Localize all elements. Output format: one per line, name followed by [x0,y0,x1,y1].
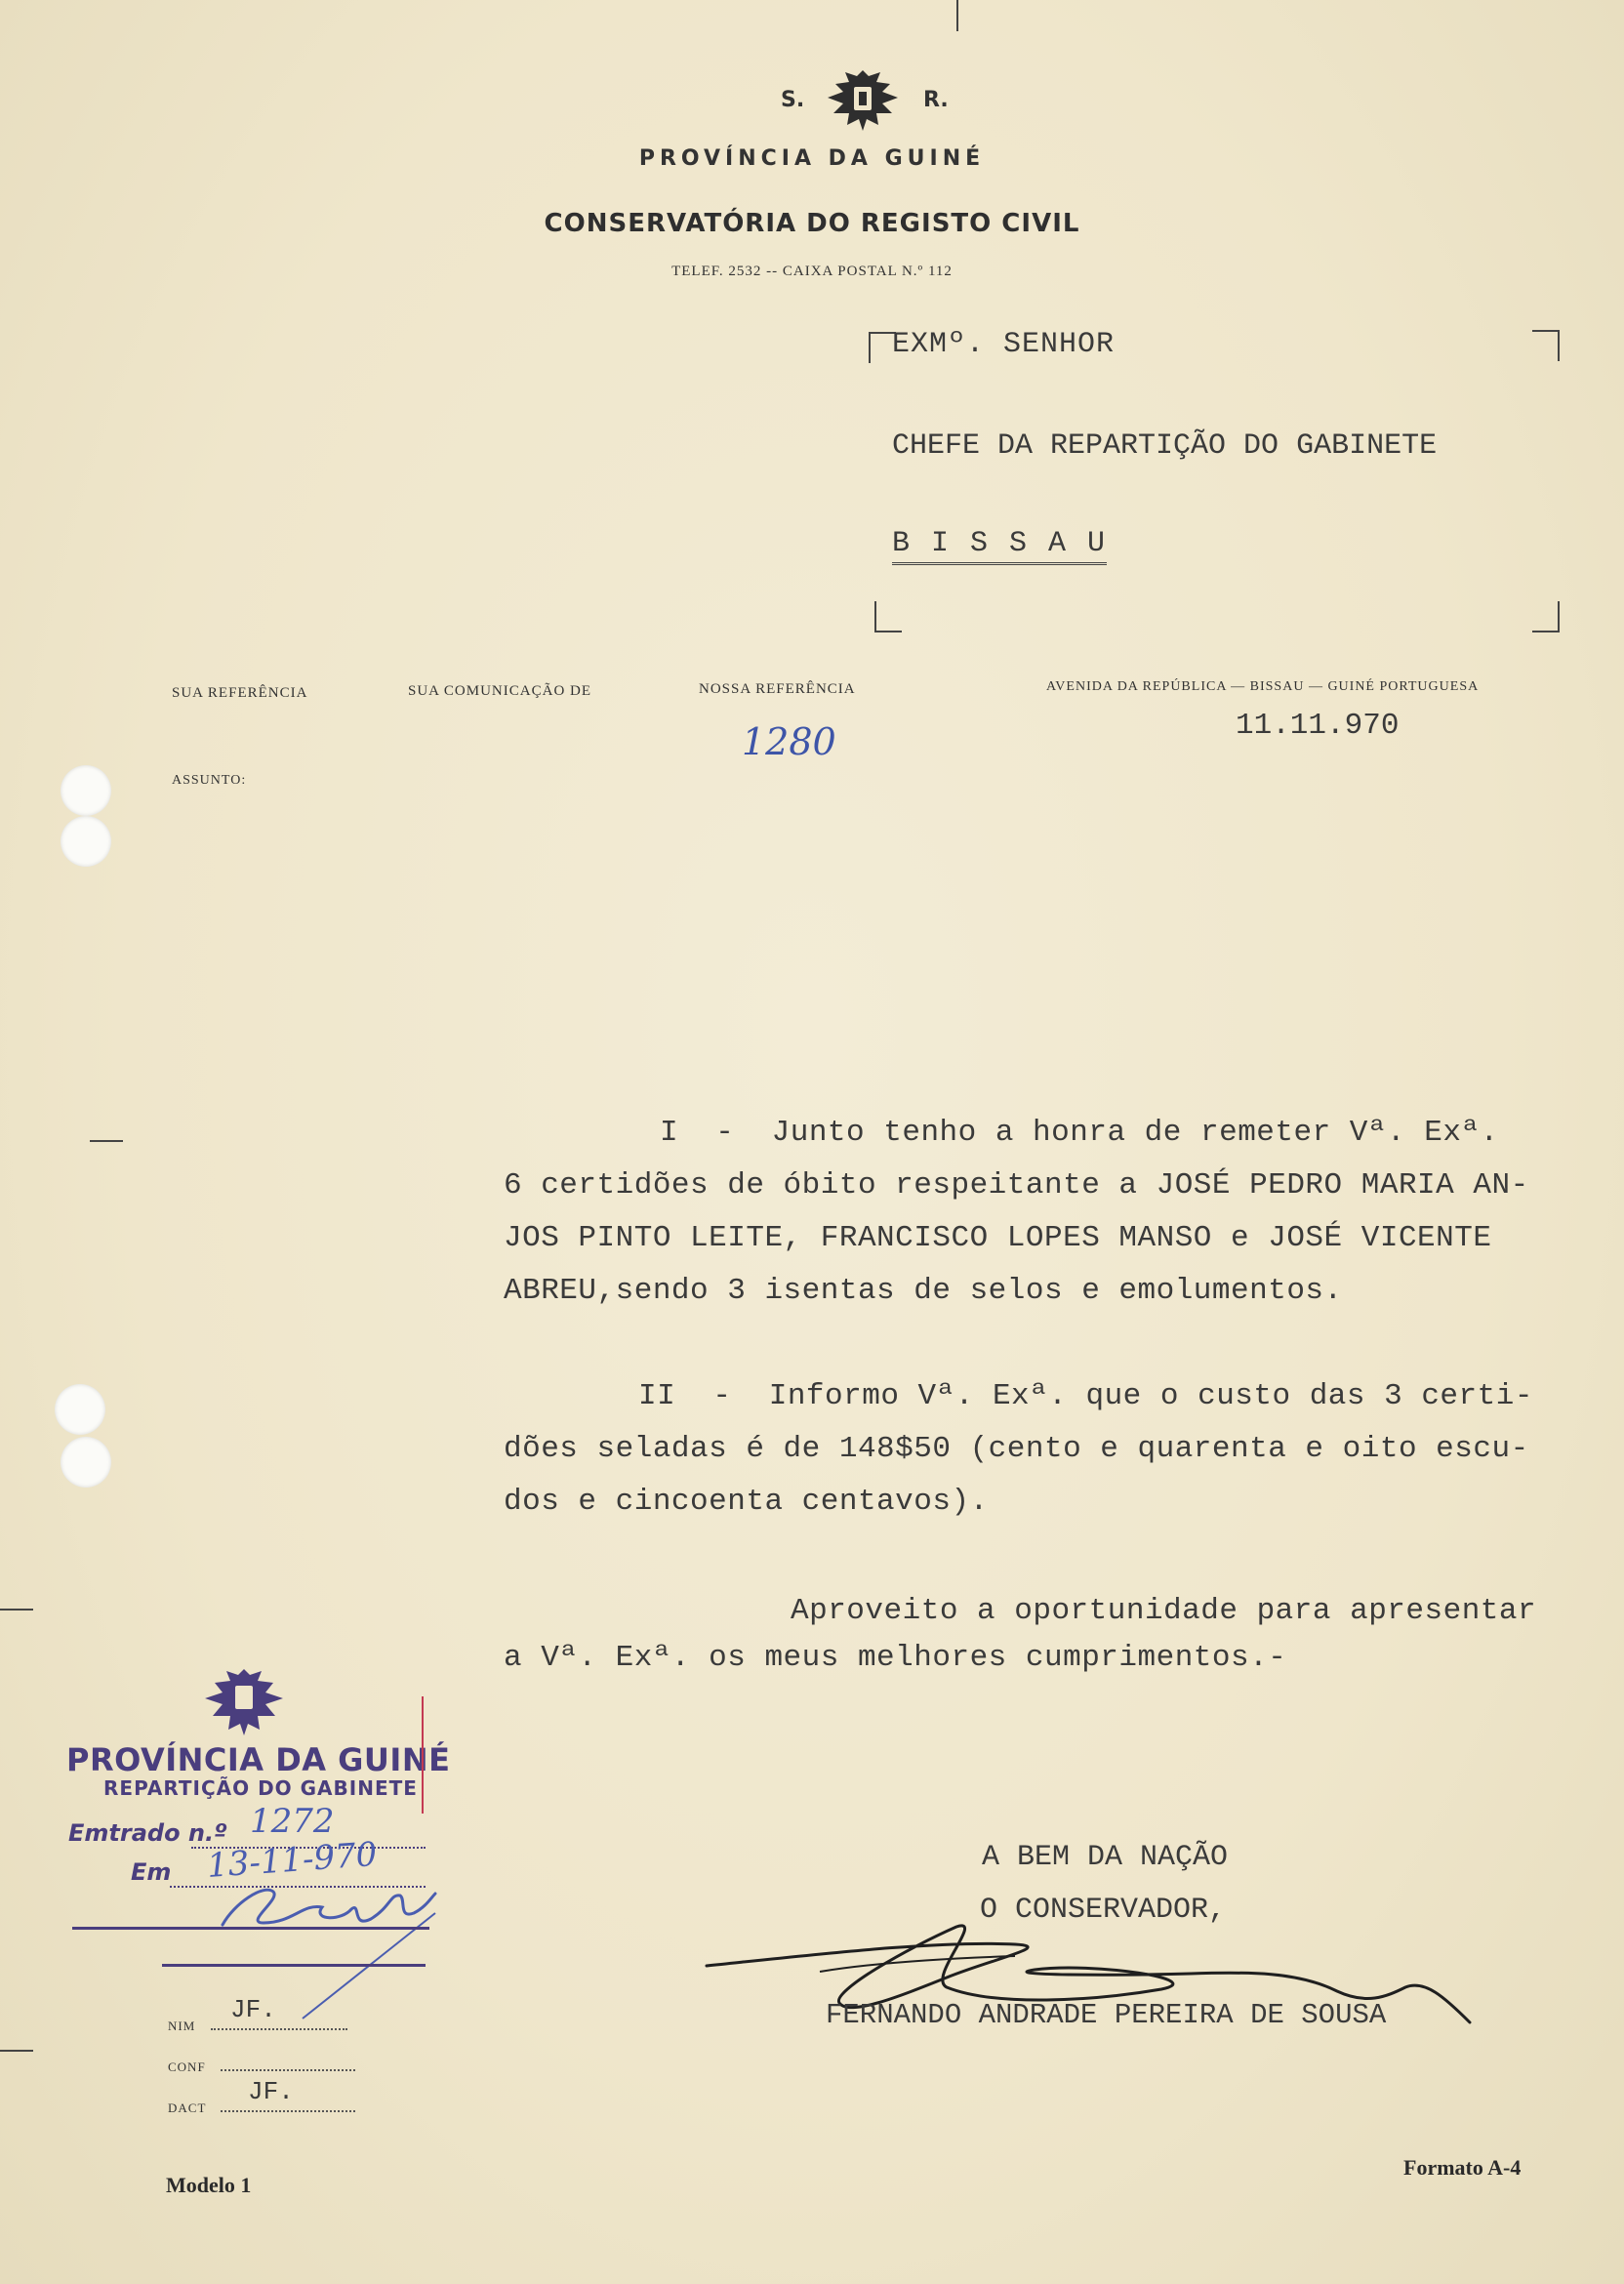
dact-line [221,2110,355,2112]
paragraph-1-line-4: ABREU,sendo 3 isentas de selos e emolumentos. [504,1274,1343,1308]
sua-comunicacao-label: SUA COMUNICAÇÃO DE [408,683,592,699]
punch-hole [61,1437,111,1488]
nossa-referencia-label: NOSSA REFERÊNCIA [699,681,856,697]
nossa-referencia-value: 1280 [742,720,836,763]
province-heading: PROVÍNCIA DA GUINÉ [638,146,986,171]
paragraph-1-line-3: JOS PINTO LEITE, FRANCISCO LOPES MANSO e JOSÉ VICENTE [504,1221,1492,1255]
sua-referencia-label: SUA REFERÊNCIA [172,685,308,701]
addressee-city: B I S S A U [892,527,1107,565]
signatory-title: O CONSERVADOR, [980,1894,1227,1927]
stamp-em-value: 13-11-970 [205,1834,379,1887]
paragraph-1-line-2: 6 certidões de óbito respeitante a JOSÉ PEDRO MARIA AN- [504,1168,1529,1203]
addressee-salutation: EXMº. SENHOR [892,328,1116,361]
punch-hole [61,816,111,867]
fold-mark [0,2050,33,2052]
paragraph-1-line-1: I - Junto tenho a honra de remeter Vª. Exª. [660,1116,1499,1150]
fold-mark [0,1609,33,1611]
paragraph-3-line-1: Aproveito a oportunidade para apresentar [791,1594,1537,1628]
stamp-rule [162,1964,426,1967]
bracket-bottom-left [874,601,902,632]
coat-of-arms-icon [820,66,906,135]
sr-left: S. [781,88,805,112]
addressee-title: CHEFE DA REPARTIÇÃO DO GABINETE [892,429,1438,463]
letter-date: 11.11.970 [1236,709,1400,743]
dact-label: DACT [168,2100,207,2115]
modelo-label: Modelo 1 [166,2173,252,2197]
office-heading: CONSERVATÓRIA DO REGISTO CIVIL [544,209,1080,238]
stamp-subtitle: REPARTIÇÃO DO GABINETE [103,1776,418,1800]
nim-label: NIM [168,2019,196,2033]
punch-hole [55,1384,105,1435]
nim-value: JF. [230,1995,276,2024]
nim-line [211,2028,347,2030]
conf-label: CONF [168,2060,206,2074]
stamp-title: PROVÍNCIA DA GUINÉ [66,1741,451,1778]
sender-address: AVENIDA DA REPÚBLICA — BISSAU — GUINÉ PORTUGUESA [1046,679,1480,694]
formato-label: Formato A-4 [1403,2155,1522,2180]
stamp-coat-of-arms-icon [197,1663,291,1737]
closing-formula: A BEM DA NAÇÃO [982,1841,1229,1874]
contact-line: TELEF. 2532 -- CAIXA POSTAL N.º 112 [671,264,953,279]
red-pencil-mark [422,1696,424,1814]
punch-hole [61,765,111,816]
stamp-entrada-value: 1272 [250,1802,335,1841]
stamp-entrada-label: Emtrado n.º [68,1819,227,1847]
signatory-name: FERNANDO ANDRADE PEREIRA DE SOUSA [826,1999,1387,2031]
bracket-top-right [1532,330,1560,361]
bracket-bottom-right [1532,601,1560,632]
fold-mark [956,0,958,31]
conf-line [221,2069,355,2071]
dact-value: JF. [248,2077,294,2106]
stamp-em-label: Em [131,1858,172,1886]
paragraph-3-line-2: a Vª. Exª. os meus melhores cumprimentos.- [504,1641,1287,1675]
sr-right: R. [923,88,949,112]
assunto-label: ASSUNTO: [172,773,247,788]
paragraph-2-line-1: II - Informo Vª. Exª. que o custo das 3 certi- [638,1379,1533,1413]
stamp-rule [72,1927,429,1930]
paragraph-2-line-2: dões seladas é de 148$50 (cento e quarenta e oito escu- [504,1432,1529,1466]
paragraph-2-line-3: dos e cincoenta centavos). [504,1485,989,1519]
fold-mark [90,1140,123,1142]
